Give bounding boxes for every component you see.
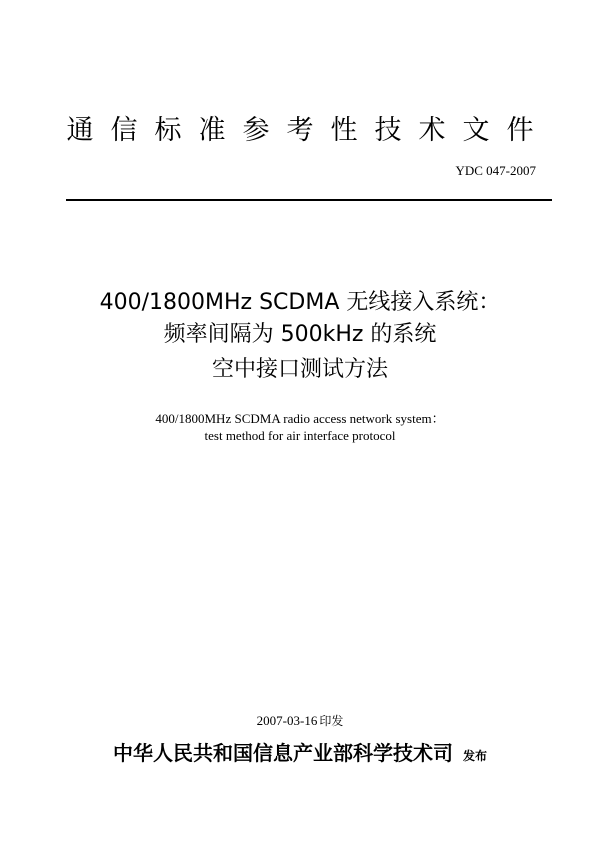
- document-code: YDC 047-2007: [455, 163, 536, 178]
- print-suffix: 印发: [319, 714, 344, 728]
- header-divider: [66, 199, 552, 201]
- title-cn-line-1: 400/1800MHz SCDMA 无线接入系统：: [99, 290, 501, 315]
- title-en-line-1: 400/1800MHz SCDMA radio access network system：: [155, 411, 445, 426]
- publish-label: 发布: [462, 749, 487, 763]
- header-title: 通信标准参考性技术文件: [66, 115, 551, 146]
- title-cn-line-2: 频率间隔为 500kHz 的系统: [163, 322, 437, 347]
- issuer-name: 中华人民共和国信息产业部科学技术司: [112, 741, 453, 765]
- issuer-line: [0, 737, 600, 766]
- title-cn-line-3: 空中接口测试方法: [211, 357, 388, 382]
- title-en-line-2: test method for air interface protocol: [204, 428, 396, 443]
- print-date: 2007-03-16: [256, 713, 318, 728]
- print-date-line: [0, 712, 600, 729]
